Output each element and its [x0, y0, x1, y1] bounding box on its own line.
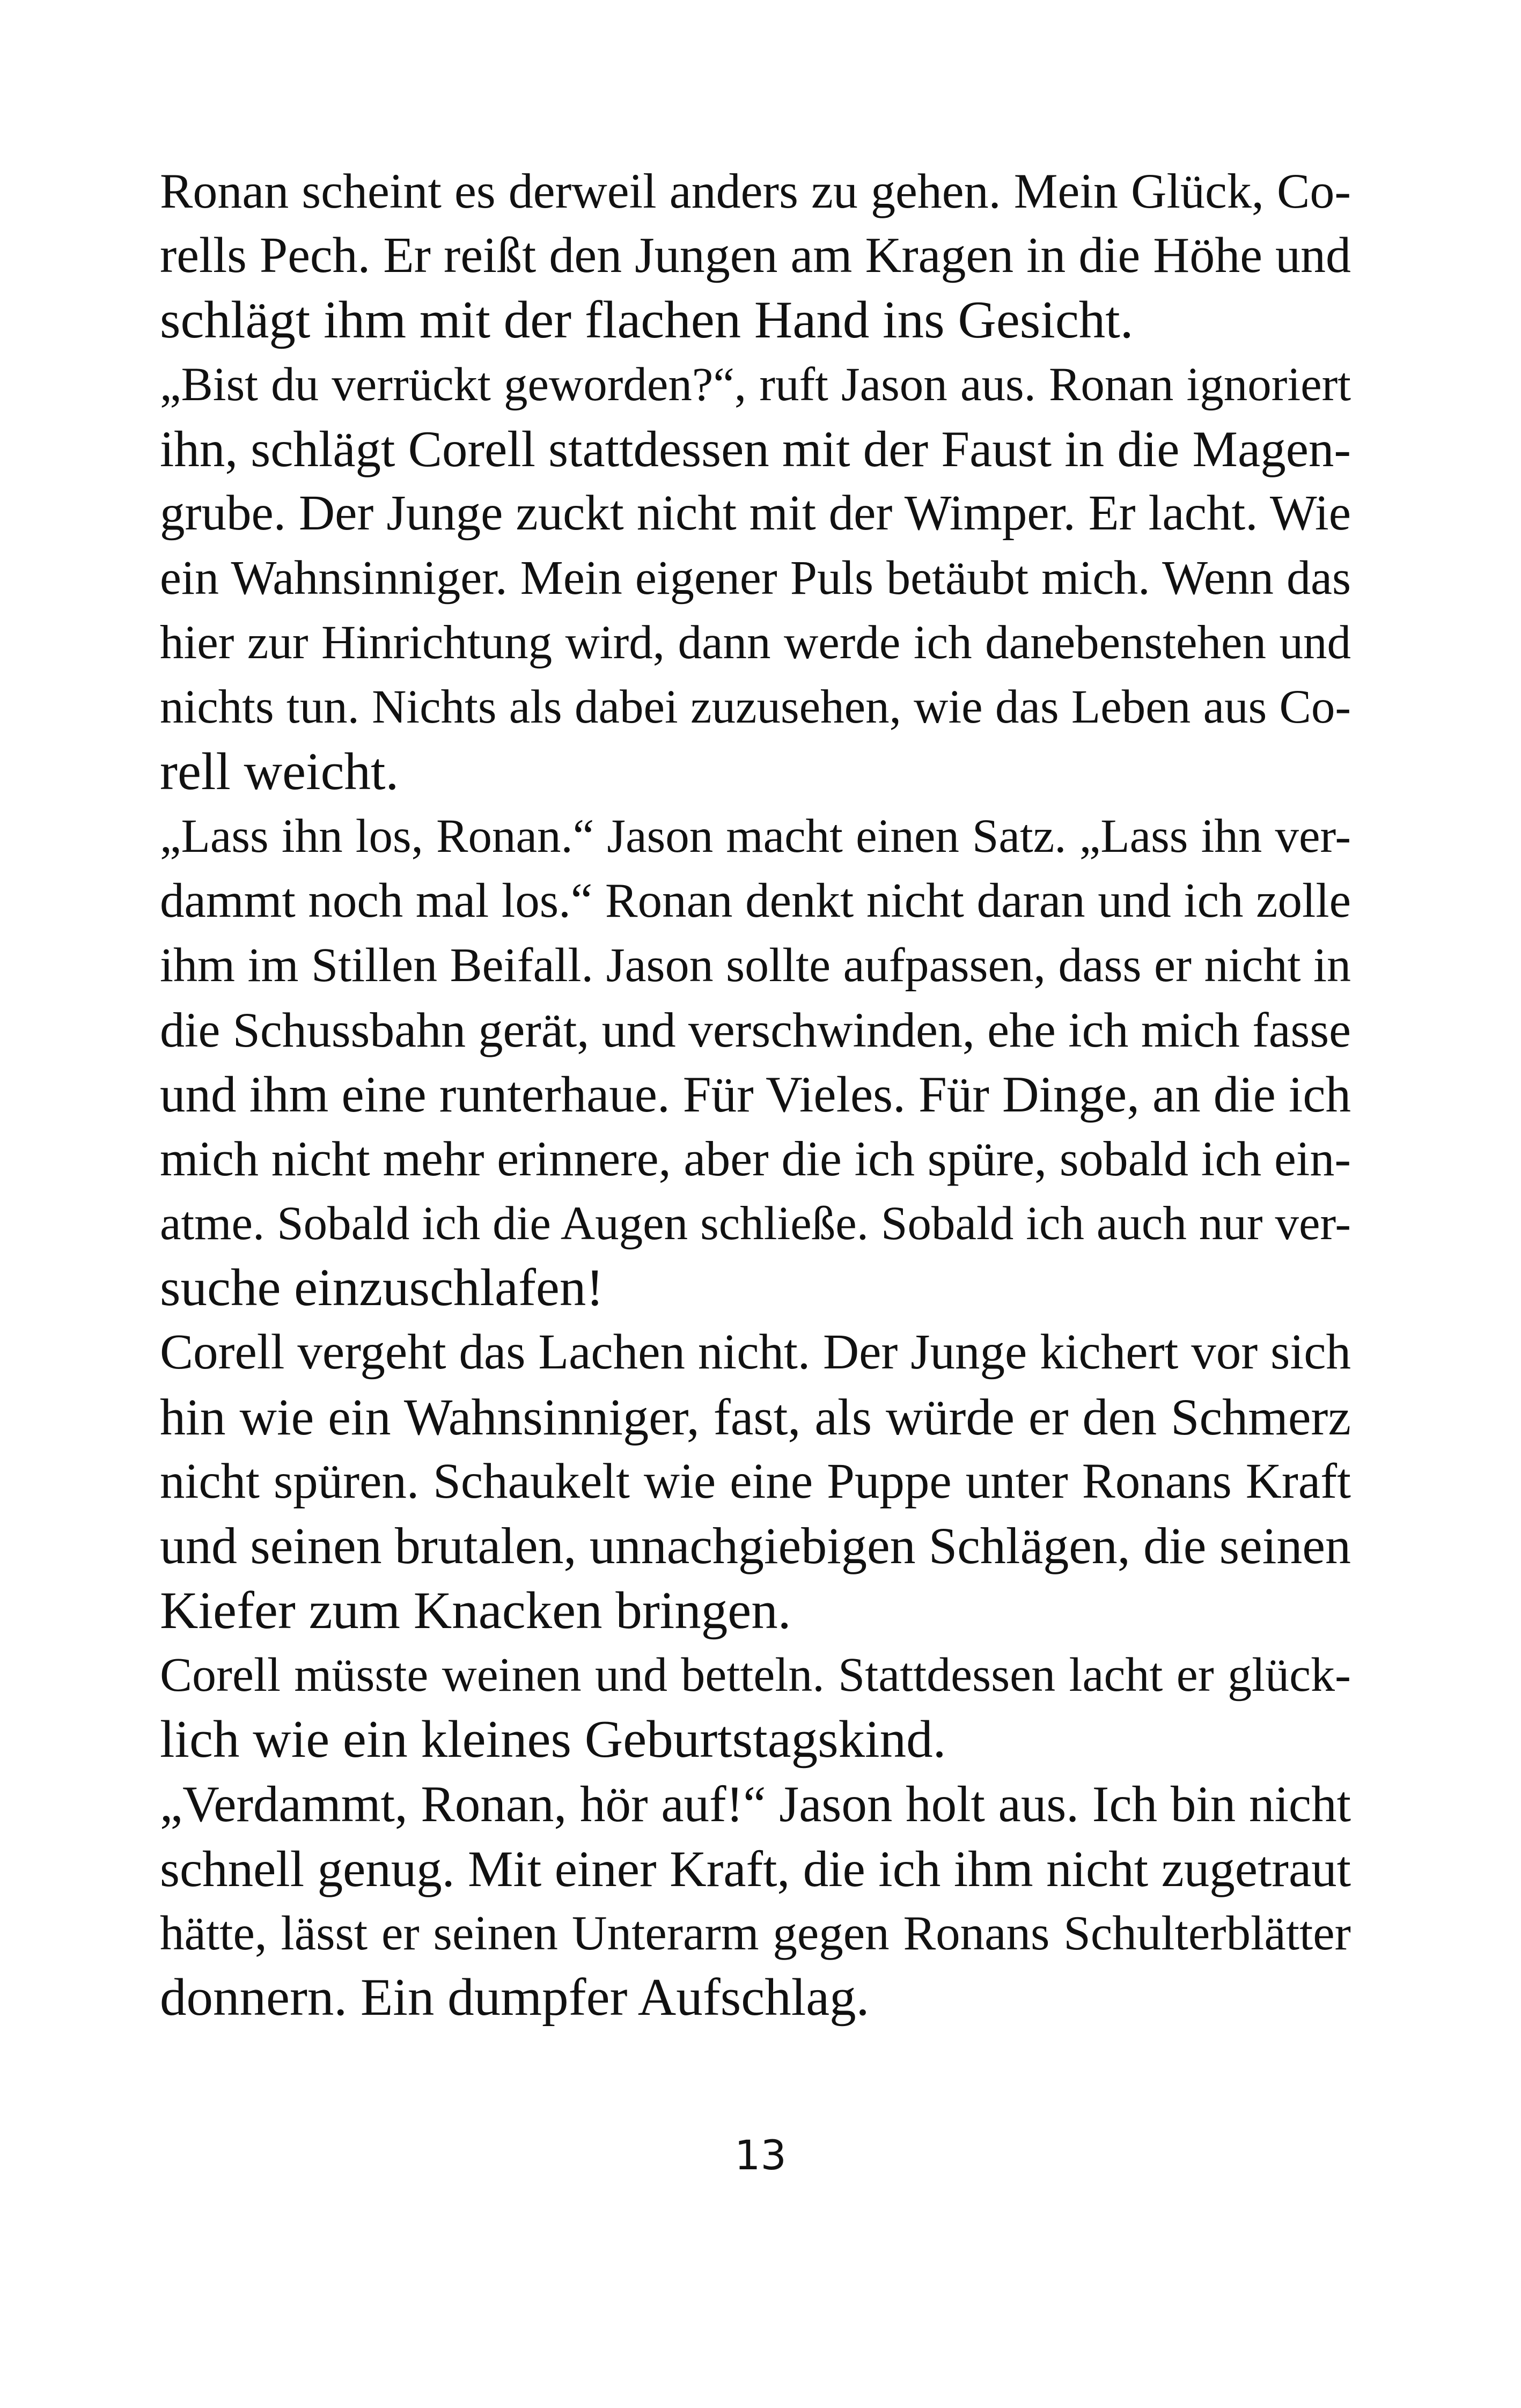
body-text	[160, 159, 1351, 2030]
text-line: und seinen brutalen, unnachgiebigen Schlägen, die seinen	[160, 1517, 1351, 1575]
text-line: „Verdammt, Ronan, hör auf!“ Jason holt aus. Ich bin nicht	[160, 1776, 1351, 1833]
text-line: suche einzuschlafen!	[160, 1258, 604, 1317]
text-line: ein Wahnsinniger. Mein eigener Puls betäubt mich. Wenn das	[160, 551, 1351, 605]
text-line: „Lass ihn los, Ronan.“ Jason macht einen Satz. „Lass ihn ver-	[160, 809, 1351, 863]
text-line: Ronan scheint es derweil anders zu gehen. Mein Glück, Co-	[160, 164, 1351, 218]
text-line: rells Pech. Er reißt den Jungen am Kragen in die Höhe und	[160, 227, 1351, 284]
text-line: ihm im Stillen Beifall. Jason sollte aufpassen, dass er nicht in	[160, 938, 1351, 992]
text-line: Kiefer zum Knacken bringen.	[160, 1581, 791, 1640]
text-line: Corell vergeht das Lachen nicht. Der Junge kichert vor sich	[160, 1324, 1351, 1380]
text-line: mich nicht mehr erinnere, aber die ich spüre, sobald ich ein-	[160, 1131, 1351, 1187]
text-line: schnell genug. Mit einer Kraft, die ich ihm nicht zugetraut	[160, 1840, 1351, 1897]
text-line: rell weicht.	[160, 742, 399, 801]
text-line: hin wie ein Wahnsinniger, fast, als würde er den Schmerz	[160, 1388, 1351, 1446]
text-line: lich wie ein kleines Geburtstagskind.	[160, 1710, 946, 1769]
text-line: grube. Der Junge zuckt nicht mit der Wimper. Er lacht. Wie	[160, 485, 1351, 541]
text-line: ihn, schlägt Corell stattdessen mit der Faust in die Magen-	[160, 421, 1351, 478]
page-number: 13	[734, 2131, 787, 2179]
text-line: donnern. Ein dumpfer Aufschlag.	[160, 1968, 870, 2027]
text-line: nicht spüren. Schaukelt wie eine Puppe unter Ronans Kraft	[160, 1453, 1351, 1509]
text-line: die Schussbahn gerät, und verschwinden, ehe ich mich fasse	[160, 1002, 1351, 1057]
text-line: hätte, lässt er seinen Unterarm gegen Ronans Schulterblätter	[160, 1906, 1351, 1961]
text-line: hier zur Hinrichtung wird, dann werde ich danebenstehen und	[160, 616, 1351, 669]
text-line: nichts tun. Nichts als dabei zuzusehen, wie das Leben aus Co-	[160, 681, 1351, 734]
text-line: schlägt ihm mit der flachen Hand ins Gesicht.	[160, 290, 1134, 349]
text-line: und ihm eine runterhaue. Für Vieles. Für Dinge, an die ich	[160, 1066, 1351, 1123]
text-line: „Bist du verrückt geworden?“, ruft Jason aus. Ronan ignoriert	[160, 358, 1351, 411]
text-line: dammt noch mal los.“ Ronan denkt nicht daran und ich zolle	[160, 873, 1351, 928]
text-line: Corell müsste weinen und betteln. Stattdessen lacht er glück-	[160, 1648, 1351, 1702]
text-line: atme. Sobald ich die Augen schließe. Sobald ich auch nur ver-	[160, 1197, 1351, 1250]
